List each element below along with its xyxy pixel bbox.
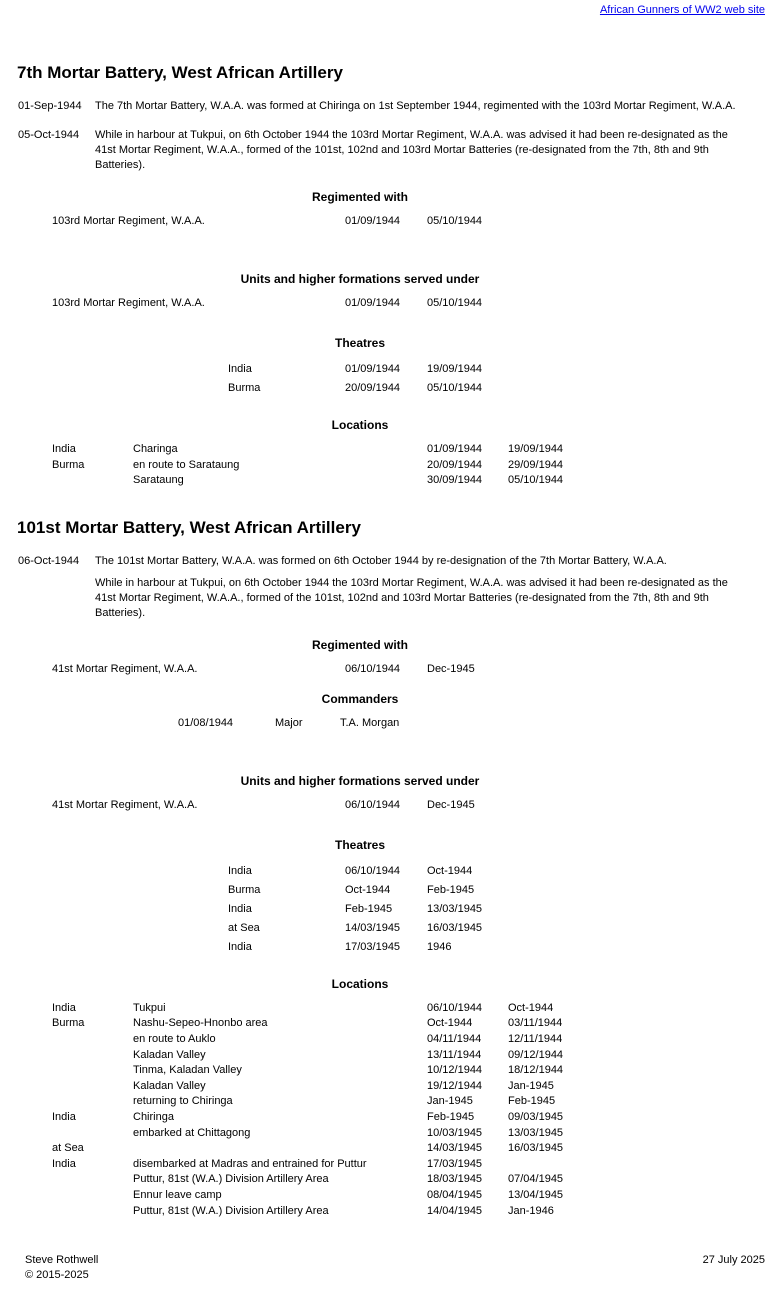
theatre-name: Burma bbox=[228, 382, 261, 394]
date-from: 04/11/1944 bbox=[427, 1032, 482, 1045]
unit-name: 103rd Mortar Regiment, W.A.A. bbox=[52, 297, 205, 309]
narrative-text: The 101st Mortar Battery, W.A.A. was formed on 6th October 1944 by re-designation of the 7th Mortar Battery, W.A.A. bbox=[95, 554, 667, 567]
theatres-row bbox=[228, 881, 720, 900]
theatre-name bbox=[52, 1079, 133, 1095]
battery-section bbox=[0, 518, 770, 1219]
section-heading: Units and higher formations served under bbox=[240, 272, 480, 286]
date-to: 1946 bbox=[427, 940, 452, 953]
date-to: 13/03/1945 bbox=[508, 1126, 564, 1139]
narrative-text: While in harbour at Tukpui, on 6th October 1944 the 103rd Mortar Regiment, W.A.A. was advised it had been re-designated as the 41st Mortar Regiment, W.A.A., formed of the 101st, 102nd and 103rd Mortar Batteries (re-designated from the 7th, 8th and 9th Batteries). bbox=[95, 129, 728, 171]
locations-row bbox=[52, 442, 720, 458]
date-to: 09/12/1944 bbox=[508, 1048, 564, 1061]
place-name: Puttur, 81st (W.A.) Division Artillery Area bbox=[133, 1173, 329, 1186]
date-to: 16/03/1945 bbox=[427, 921, 483, 934]
place-name: Ennur leave camp bbox=[133, 1188, 222, 1201]
locations-row bbox=[52, 1048, 720, 1064]
date-from: 06/10/1944 bbox=[427, 1001, 483, 1014]
place-name: returning to Chiringa bbox=[133, 1095, 233, 1108]
theatre-name: India bbox=[52, 1001, 76, 1014]
place-name: en route to Sarataung bbox=[133, 458, 240, 471]
commander-name: T.A. Morgan bbox=[340, 716, 400, 729]
locations-row bbox=[52, 1016, 720, 1032]
narrative bbox=[0, 554, 770, 621]
date-from: 13/11/1944 bbox=[427, 1048, 482, 1061]
locations-section bbox=[0, 977, 720, 1219]
date-from: 01/09/1944 bbox=[345, 297, 401, 309]
narrative-date bbox=[18, 576, 95, 621]
date-to: 12/11/1944 bbox=[508, 1032, 563, 1045]
footer-author: Steve Rothwell bbox=[25, 1254, 99, 1267]
section-heading: Commanders bbox=[321, 691, 399, 706]
locations-row bbox=[52, 1032, 720, 1048]
date-from: 10/03/1945 bbox=[427, 1126, 483, 1139]
commanders-row bbox=[178, 716, 720, 730]
theatre-name bbox=[52, 473, 133, 489]
date-to: Oct-1944 bbox=[508, 1001, 554, 1014]
date-to: Jan-1945 bbox=[508, 1079, 554, 1092]
regimented-rows bbox=[0, 662, 720, 676]
date-to: Dec-1945 bbox=[427, 798, 475, 811]
date-to bbox=[508, 1157, 720, 1173]
theatre-name: at Sea bbox=[228, 921, 260, 934]
locations-row bbox=[52, 1172, 720, 1188]
locations-row bbox=[52, 1079, 720, 1095]
date-to: 05/10/1944 bbox=[427, 382, 483, 394]
date-to: 16/03/1945 bbox=[508, 1142, 564, 1155]
rank: Major bbox=[275, 716, 303, 729]
locations-section bbox=[0, 418, 720, 489]
place-name: Sarataung bbox=[133, 474, 184, 487]
date-from: 17/03/1945 bbox=[345, 940, 401, 953]
theatre-name: India bbox=[52, 1157, 76, 1170]
narrative-date: 06-Oct-1944 bbox=[18, 554, 80, 567]
date-from: 14/03/1945 bbox=[345, 921, 401, 934]
date-to: 19/09/1944 bbox=[427, 363, 483, 375]
theatres-section bbox=[0, 336, 720, 398]
theatre-name: India bbox=[52, 443, 76, 455]
date-to: 29/09/1944 bbox=[508, 458, 564, 471]
date-from: 19/12/1944 bbox=[427, 1079, 483, 1092]
place-name: en route to Auklo bbox=[133, 1032, 216, 1045]
date-from: Jan-1945 bbox=[427, 1095, 473, 1108]
place-name bbox=[133, 1141, 427, 1157]
served-row bbox=[52, 296, 720, 310]
date-to: 09/03/1945 bbox=[508, 1110, 564, 1123]
theatre-name bbox=[52, 1032, 133, 1048]
date-to: 18/12/1944 bbox=[508, 1064, 564, 1077]
theatre-name bbox=[52, 1063, 133, 1079]
theatres-row bbox=[228, 862, 720, 881]
locations-row bbox=[52, 1094, 720, 1110]
date-from: 10/12/1944 bbox=[427, 1064, 483, 1077]
section-heading: Locations bbox=[331, 976, 389, 991]
theatre-name: at Sea bbox=[52, 1142, 84, 1155]
date-to: Feb-1945 bbox=[427, 883, 475, 896]
narrative bbox=[0, 99, 770, 173]
date-to: 05/10/1944 bbox=[427, 297, 483, 309]
theatre-name: India bbox=[228, 940, 252, 953]
unit-name: 103rd Mortar Regiment, W.A.A. bbox=[52, 215, 205, 227]
regimented-row bbox=[52, 214, 720, 228]
served-rows bbox=[0, 798, 720, 812]
theatres-row bbox=[228, 900, 720, 919]
theatre-name: Burma bbox=[52, 1017, 85, 1030]
regimented-section bbox=[0, 638, 720, 676]
theatre-name bbox=[52, 1094, 133, 1110]
locations-row bbox=[52, 458, 720, 474]
theatre-name bbox=[52, 1048, 133, 1064]
site-link[interactable]: African Gunners of WW2 web site bbox=[599, 4, 765, 16]
date-from: Oct-1944 bbox=[427, 1017, 473, 1030]
place-name: Chiringa bbox=[133, 1110, 174, 1123]
commanders-section bbox=[0, 692, 720, 730]
section-heading: Theatres bbox=[334, 336, 386, 350]
date-from: 17/03/1945 bbox=[427, 1157, 483, 1170]
section-heading: Units and higher formations served under bbox=[240, 773, 480, 788]
theatres-row bbox=[228, 919, 720, 938]
theatres-rows bbox=[0, 862, 720, 957]
narrative-row bbox=[18, 128, 770, 173]
footer-date: 27 July 2025 bbox=[702, 1254, 765, 1267]
served-section bbox=[0, 774, 720, 812]
date-to: 19/09/1944 bbox=[508, 443, 564, 455]
narrative-row bbox=[18, 554, 770, 569]
locations-row bbox=[52, 1001, 720, 1017]
commanders-rows bbox=[0, 716, 720, 730]
theatre-name: India bbox=[228, 363, 252, 375]
place-name: Charinga bbox=[133, 443, 178, 455]
locations-row bbox=[52, 1141, 720, 1157]
date-appointed: 01/08/1944 bbox=[178, 716, 234, 729]
regimented-row bbox=[52, 662, 720, 676]
page-footer bbox=[0, 1253, 770, 1303]
regimented-section bbox=[0, 190, 720, 228]
date-from: 06/10/1944 bbox=[345, 798, 401, 811]
footer-copyright: © 2015-2025 bbox=[25, 1269, 89, 1282]
theatres-row bbox=[228, 360, 720, 379]
date-to: 13/03/1945 bbox=[427, 902, 483, 915]
locations-row bbox=[52, 1126, 720, 1142]
date-to: 13/04/1945 bbox=[508, 1188, 564, 1201]
narrative-date: 05-Oct-1944 bbox=[18, 129, 80, 141]
date-to: Jan-1946 bbox=[508, 1204, 554, 1217]
place-name: Tukpui bbox=[133, 1001, 166, 1014]
theatres-rows bbox=[0, 360, 720, 398]
theatre-name bbox=[52, 1172, 133, 1188]
date-to: Feb-1945 bbox=[508, 1095, 556, 1108]
place-name: Tinma, Kaladan Valley bbox=[133, 1064, 242, 1077]
theatre-name bbox=[52, 1204, 133, 1220]
place-name: Kaladan Valley bbox=[133, 1079, 206, 1092]
theatre-name: India bbox=[52, 1110, 76, 1123]
battery-section bbox=[0, 63, 770, 489]
date-from: 01/09/1944 bbox=[345, 363, 401, 375]
date-from: 14/04/1945 bbox=[427, 1204, 483, 1217]
date-from: 14/03/1945 bbox=[427, 1142, 483, 1155]
section-heading: Regimented with bbox=[311, 637, 408, 652]
place-name: disembarked at Madras and entrained for Puttur bbox=[133, 1157, 367, 1170]
unit-name: 41st Mortar Regiment, W.A.A. bbox=[52, 662, 198, 675]
battery-title: 7th Mortar Battery, West African Artillery bbox=[17, 63, 343, 82]
date-from: 06/10/1944 bbox=[345, 662, 401, 675]
place-name: Nashu-Sepeo-Hnonbo area bbox=[133, 1017, 268, 1030]
date-from: 20/09/1944 bbox=[427, 458, 483, 471]
locations-row bbox=[52, 1157, 720, 1173]
regimented-rows bbox=[0, 214, 720, 228]
place-name: Kaladan Valley bbox=[133, 1048, 206, 1061]
date-to: 03/11/1944 bbox=[508, 1017, 563, 1030]
locations-row bbox=[52, 473, 720, 489]
date-from: 20/09/1944 bbox=[345, 382, 401, 394]
place-name: embarked at Chittagong bbox=[133, 1126, 251, 1139]
served-rows bbox=[0, 296, 720, 310]
place-name: Puttur, 81st (W.A.) Division Artillery Area bbox=[133, 1204, 329, 1217]
page-header bbox=[0, 0, 770, 17]
narrative-date: 01-Sep-1944 bbox=[18, 100, 82, 112]
served-row bbox=[52, 798, 720, 812]
date-from: 18/03/1945 bbox=[427, 1173, 483, 1186]
theatre-name bbox=[52, 1126, 133, 1142]
theatres-row bbox=[228, 379, 720, 398]
locations-rows bbox=[0, 442, 720, 489]
narrative-text: While in harbour at Tukpui, on 6th October 1944 the 103rd Mortar Regiment, W.A.A. was advised it had been re-designated as the 41st Mortar Regiment, W.A.A., formed of the 101st, 102nd and 103rd Mortar Batteries (re-designated from the 7th, 8th and 9th Batteries). bbox=[95, 576, 728, 619]
theatres-section bbox=[0, 838, 720, 957]
theatre-name: Burma bbox=[228, 883, 261, 896]
locations-rows bbox=[0, 1001, 720, 1219]
date-to: Dec-1945 bbox=[427, 662, 475, 675]
theatre-name: India bbox=[228, 864, 252, 877]
section-heading: Locations bbox=[331, 418, 389, 432]
date-from: 08/04/1945 bbox=[427, 1188, 483, 1201]
narrative-text: The 7th Mortar Battery, W.A.A. was formed at Chiringa on 1st September 1944, regimented with the 103rd Mortar Regiment, W.A.A. bbox=[95, 100, 736, 112]
date-to: 05/10/1944 bbox=[508, 474, 564, 487]
narrative-row bbox=[18, 99, 770, 114]
section-heading: Theatres bbox=[334, 837, 386, 852]
theatre-name bbox=[52, 1188, 133, 1204]
date-from: 30/09/1944 bbox=[427, 474, 483, 487]
date-from: Feb-1945 bbox=[345, 902, 393, 915]
locations-row bbox=[52, 1110, 720, 1126]
date-from: 01/09/1944 bbox=[345, 215, 401, 227]
locations-row bbox=[52, 1188, 720, 1204]
date-from: Oct-1944 bbox=[345, 883, 391, 896]
theatre-name: Burma bbox=[52, 458, 85, 471]
date-from: Feb-1945 bbox=[427, 1110, 475, 1123]
locations-row bbox=[52, 1063, 720, 1079]
footer-left bbox=[25, 1253, 98, 1283]
locations-row bbox=[52, 1204, 720, 1220]
section-heading: Regimented with bbox=[311, 190, 408, 204]
theatres-row bbox=[228, 938, 720, 957]
served-section bbox=[0, 272, 720, 310]
battery-title: 101st Mortar Battery, West African Artillery bbox=[17, 517, 361, 537]
date-to: 07/04/1945 bbox=[508, 1173, 564, 1186]
date-to: 05/10/1944 bbox=[427, 215, 483, 227]
theatre-name: India bbox=[228, 902, 252, 915]
content bbox=[0, 63, 770, 1219]
unit-name: 41st Mortar Regiment, W.A.A. bbox=[52, 798, 198, 811]
date-to: Oct-1944 bbox=[427, 864, 473, 877]
narrative-row bbox=[18, 576, 770, 621]
date-from: 06/10/1944 bbox=[345, 864, 401, 877]
date-from: 01/09/1944 bbox=[427, 443, 483, 455]
